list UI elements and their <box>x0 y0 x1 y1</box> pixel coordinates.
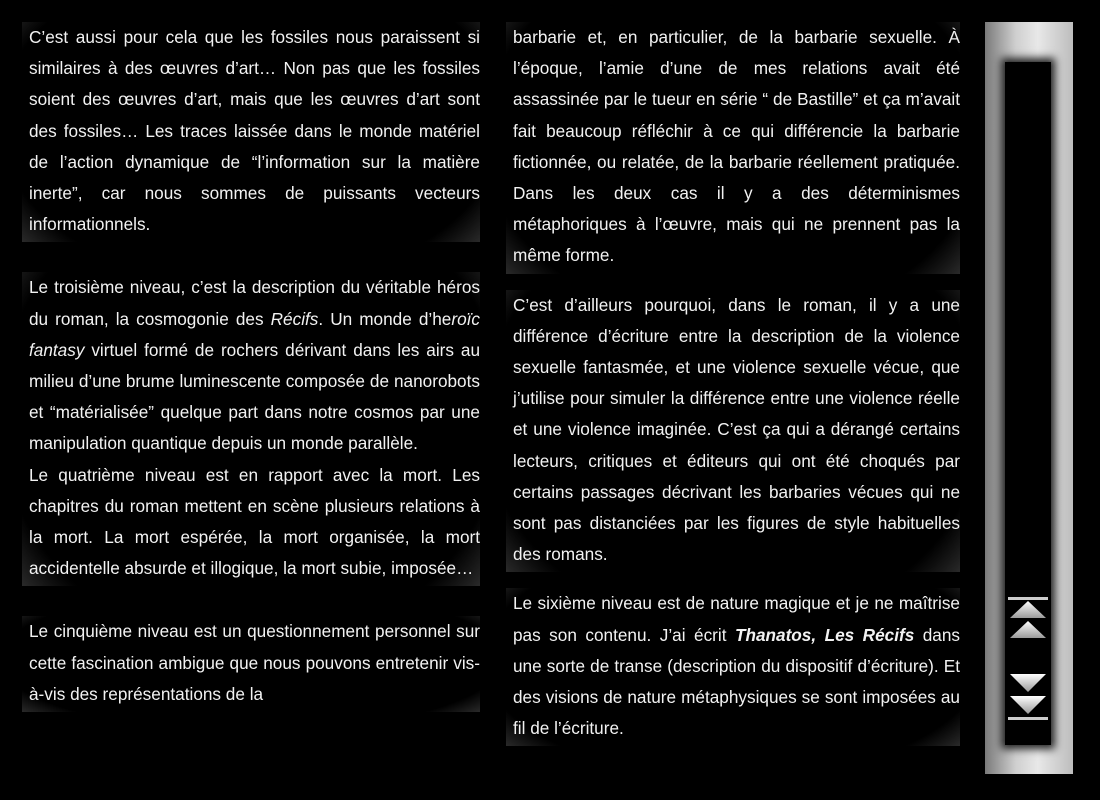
paragraph-quatrieme-niveau: Le quatrième niveau est en rapport avec la mort. Les chapitres du roman mettent en scène plusieurs relations à la mort. La mort espérée, la mort organisée, la mort accidentelle absurde et illogique, la mort subie, imposée… <box>29 464 480 579</box>
paragraph-fossiles: C’est aussi pour cela que les fossiles nous paraissent si similaires à des œuvres d’art… Non pas que les fossiles soient des œuvres d’art, mais que les œuvres d’art sont des fossiles… Les traces laissée dans le monde matériel de l’action dynamique de “l’information sur la matière inerte”, car nous sommes de puissants vecteurs informationnels. <box>29 27 480 235</box>
right-text-column <box>506 22 960 746</box>
book-title-recifs: Récifs <box>270 308 319 329</box>
paragraph-barbarie: barbarie et, en particulier, de la barbarie sexuelle. À l’époque, l’amie d’une de mes relations avait été assassinée par le tueur en série “ de Bastille” et ça m’avait fait beaucoup réfléchir à ce qui différencie la barbarie fictionnée, ou relatée, de la barbarie réellement pratiquée. Dans les deux cas il y a des déterminismes métaphoriques à l’œuvre, mais qui ne prennent pas la même forme. <box>513 27 960 266</box>
text-panel-6 <box>506 588 960 746</box>
paragraph-difference-ecriture: C’est d’ailleurs pourquoi, dans le roman, il y a une différence d’écriture entre la description de la violence sexuelle fantasmée, et une violence sexuelle vécue, que j’utilise pour simuler la différence entre une violence réelle et une violence imaginée. C’est ça qui a dérangé certains lecteurs, critiques et éditeurs qui ont été choqués par certains passages décrivant les barbaries vécues qui ne sont pas distanciées par les figures de style habituelles des romans. <box>513 294 960 565</box>
scroll-up-button[interactable] <box>1006 597 1050 617</box>
double-arrow-up-icon <box>1006 597 1050 641</box>
text-panel-1 <box>22 22 480 242</box>
scroll-down-button[interactable] <box>1006 672 1050 692</box>
text-panel-5 <box>506 290 960 573</box>
scrollbar[interactable] <box>985 22 1073 774</box>
left-text-column <box>22 22 480 712</box>
paragraph-sixieme-niveau: Le sixième niveau est de nature magique et je ne maîtrise pas son contenu. J’ai écrit Thanatos, Les Récifs dans une sorte de transe (description du dispositif d’écriture). Et des visions de nature métaphysiques se sont imposées au fil de l’écriture. <box>513 593 961 739</box>
scroll-track[interactable] <box>1005 62 1051 745</box>
text-panel-4 <box>506 22 960 274</box>
double-arrow-down-icon <box>1006 672 1050 722</box>
text-panel-3 <box>22 616 480 712</box>
book-title-thanatos: Thanatos, Les Récifs <box>734 624 915 645</box>
paragraph-troisieme-niveau: Le troisième niveau, c’est la description du véritable héros du roman, la cosmogonie des Récifs. Un monde d’heroïc fantasy virtuel formé de rochers dérivant dans les airs au milieu d’une brume luminescente composée de nanorobots et “matérialisée” quelque part dans notre cosmos par une manipulation quantique depuis un monde parallèle. <box>29 277 480 454</box>
genre-heroic-fantasy: roïc fantasy <box>29 308 480 360</box>
paragraph-cinquieme-niveau: Le cinquième niveau est un questionnement personnel sur cette fascination ambigue que nous pouvons entretenir vis-à-vis des représentations de la <box>29 621 480 704</box>
text-panel-2 <box>22 272 480 586</box>
